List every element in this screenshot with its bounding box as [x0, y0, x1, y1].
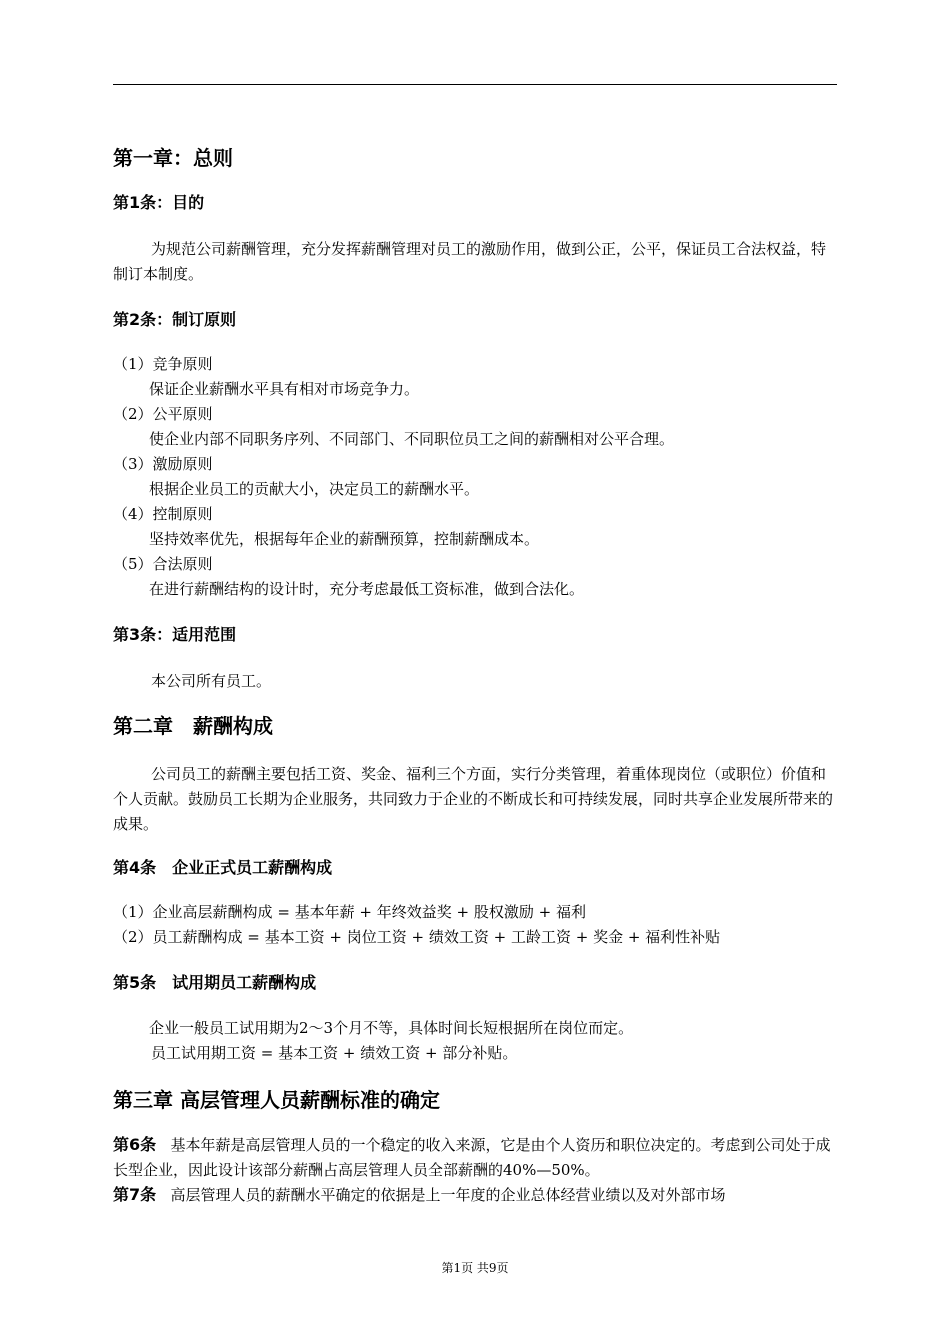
article-4-title: 第4条 企业正式员工薪酬构成	[113, 858, 333, 877]
principle-text: 使企业内部不同职务序列、不同部门、不同职位员工之间的薪酬相对公平合理。	[149, 430, 675, 448]
principle-label: （2）公平原则	[113, 405, 213, 423]
principle-label: （3）激励原则	[113, 455, 213, 473]
article-3-text: 本公司所有员工。	[151, 672, 272, 690]
article-5-title: 第5条 试用期员工薪酬构成	[113, 973, 317, 992]
principle-text: 在进行薪酬结构的设计时，充分考虑最低工资标准，做到合法化。	[149, 580, 585, 598]
principle-label: （4）控制原则	[113, 505, 213, 523]
article-2-title: 第2条：制订原则	[113, 310, 237, 329]
article-6-label: 第6条	[113, 1135, 157, 1154]
article-3-title: 第3条：适用范围	[113, 625, 237, 644]
article-7-label: 第7条	[113, 1185, 157, 1204]
article-1-text: 为规范公司薪酬管理，充分发挥薪酬管理对员工的激励作用，做到公正，公平，保证员工合法权益，特制订本制度。	[113, 240, 827, 283]
article-5-item: 员工试用期工资 = 基本工资 + 绩效工资 + 部分补贴。	[151, 1044, 518, 1062]
article-5-item: 企业一般员工试用期为2～3个月不等，具体时间长短根据所在岗位而定。	[149, 1019, 634, 1037]
chapter-3-title: 第三章 高层管理人员薪酬标准的确定	[113, 1088, 440, 1112]
principle-text: 坚持效率优先，根据每年企业的薪酬预算，控制薪酬成本。	[149, 530, 540, 548]
article-6	[113, 1132, 837, 1183]
chapter-2-title: 第二章 薪酬构成	[113, 714, 273, 738]
principle-label: （5）合法原则	[113, 555, 213, 573]
page-footer: 第1页 共9页	[441, 1261, 509, 1275]
article-4-item: （2）员工薪酬构成 = 基本工资 + 岗位工资 + 绩效工资 + 工龄工资 + 奖金 + 福利性补贴	[113, 928, 721, 946]
chapter-1-title: 第一章：总则	[113, 146, 233, 170]
header-rule	[113, 84, 837, 85]
principle-text: 根据企业员工的贡献大小，决定员工的薪酬水平。	[149, 480, 480, 498]
principle-label: （1）竞争原则	[113, 355, 213, 373]
principle-text: 保证企业薪酬水平具有相对市场竞争力。	[149, 380, 420, 398]
article-4-item: （1）企业高层薪酬构成 = 基本年薪 + 年终效益奖 + 股权激励 + 福利	[113, 903, 586, 921]
chapter-2-intro: 公司员工的薪酬主要包括工资、奖金、福利三个方面，实行分类管理，着重体现岗位（或职位）价值和个人贡献。鼓励员工长期为企业服务，共同致力于企业的不断成长和可持续发展，同时共享企业发展所带来的成果。	[113, 765, 834, 833]
article-1-title: 第1条：目的	[113, 193, 205, 212]
article-7	[113, 1182, 837, 1208]
article-6-text: 基本年薪是高层管理人员的一个稳定的收入来源，它是由个人资历和职位决定的。考虑到公司处于成长型企业，因此设计该部分薪酬占高层管理人员全部薪酬的40%—50%。	[113, 1136, 831, 1179]
article-7-text: 高层管理人员的薪酬水平确定的依据是上一年度的企业总体经营业绩以及对外部市场	[170, 1186, 726, 1204]
